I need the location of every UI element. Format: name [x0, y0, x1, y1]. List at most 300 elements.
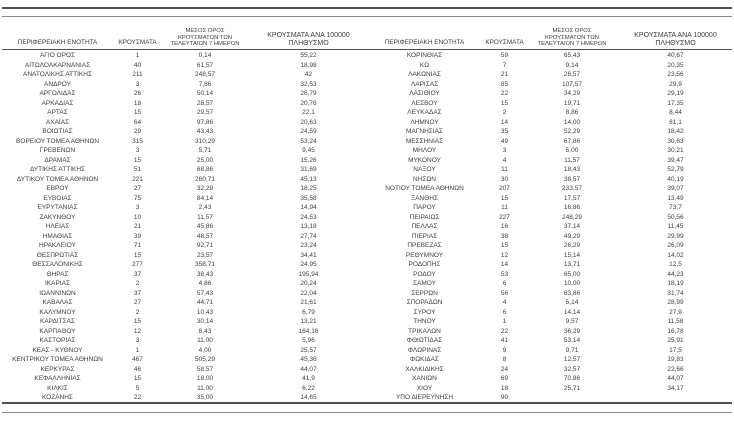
- region-name: ΚΑΡΠΑΘΟΥ: [39, 327, 76, 335]
- region-name: ΚΕΝΤΡΙΚΟΥ ΤΟΜΕΑ ΑΘΗΝΩΝ: [12, 356, 103, 363]
- region-name: ΣΑΜΟΥ: [413, 280, 436, 287]
- region-name: ΝΑΞΟΥ: [413, 166, 436, 173]
- avg7-value: 44,71: [196, 299, 214, 306]
- cases-value: 2: [502, 109, 507, 116]
- per100k-value: 44,07: [300, 365, 317, 373]
- region-name: ΕΒΡΟΥ: [46, 185, 69, 192]
- table-row: [0, 374, 367, 384]
- avg7-value: 67,86: [563, 137, 581, 145]
- avg7-value: 9,71: [565, 346, 579, 354]
- avg7-value: 28,57: [196, 99, 214, 107]
- cases-value: 71: [133, 242, 142, 249]
- region-name: ΦΘΙΩΤΙΔΑΣ: [406, 337, 443, 344]
- column-header-avg7: ΜΕΣΟΣ ΟΡΟΣ ΚΡΟΥΣΜΑΤΩΝ ΤΩΝ ΤΕΛΕΥΤΑΙΩΝ 7 ΗΜΕΡΩΝ: [170, 28, 240, 47]
- avg7-value: 43,43: [196, 128, 214, 135]
- per100k-value: 11,58: [667, 318, 684, 325]
- table-row: [367, 118, 734, 128]
- per100k-value: 30,63: [667, 137, 684, 145]
- cases-value: 22: [133, 394, 142, 401]
- region-name: ΣΥΡΟΥ: [413, 308, 436, 316]
- avg7-value: 57,43: [196, 289, 214, 297]
- per100k-value: 31,69: [300, 166, 317, 173]
- cases-value: 15: [133, 156, 142, 164]
- table-row: [367, 203, 734, 213]
- avg7-value: 52,29: [563, 128, 581, 135]
- region-name: ΚΕΑΣ - ΚΥΘΝΟΥ: [32, 346, 83, 354]
- avg7-value: 32,57: [563, 365, 581, 373]
- region-name: ΗΡΑΚΛΕΙΟΥ: [39, 242, 76, 249]
- cases-value: 15: [133, 251, 142, 259]
- region-name: ΙΩΑΝΝΙΝΩΝ: [39, 289, 76, 297]
- table-row: [0, 51, 367, 61]
- region-name: ΛΑΚΩΝΙΑΣ: [408, 71, 441, 78]
- cases-value: 22: [500, 90, 509, 97]
- region-name: ΕΥΡΥΤΑΝΙΑΣ: [37, 204, 78, 211]
- region-name: ΕΥΒΟΙΑΣ: [43, 194, 72, 202]
- cases-value: 15: [133, 375, 142, 382]
- avg7-value: 38,57: [563, 175, 581, 183]
- avg7-value: 8,86: [565, 109, 579, 116]
- per100k-value: 17,35: [667, 99, 684, 107]
- cases-value: 18: [133, 99, 142, 107]
- cases-value: 277: [132, 261, 143, 268]
- cases-value: 64: [133, 118, 142, 126]
- per100k-value: 29,9: [669, 80, 682, 88]
- cases-value: 24: [500, 365, 509, 373]
- cases-value: 22: [500, 327, 509, 335]
- cases-value: 27: [133, 299, 142, 306]
- per100k-value: 23,56: [667, 71, 684, 78]
- cases-value: 3: [135, 204, 140, 211]
- region-name: ΡΟΔΟΠΗΣ: [408, 261, 441, 268]
- region-name: ΘΗΡΑΣ: [46, 270, 69, 278]
- avg7-value: 18,43: [563, 166, 581, 173]
- avg7-value: 233,57: [562, 185, 582, 192]
- table-row: [367, 146, 734, 156]
- avg7-value: 92,71: [196, 242, 214, 249]
- table-row: [367, 127, 734, 137]
- per100k-value: 5,96: [302, 337, 315, 344]
- avg7-value: 16,86: [563, 204, 581, 211]
- per100k-value: 18,42: [667, 128, 684, 135]
- per100k-value: 34,41: [300, 251, 317, 259]
- column-header-avg7: ΜΕΣΟΣ ΟΡΟΣ ΚΡΟΥΣΜΑΤΩΝ ΤΩΝ ΤΕΛΕΥΤΑΙΩΝ 7 ΗΜΕΡΩΝ: [537, 28, 607, 47]
- table-row: [0, 137, 367, 147]
- table-row: [0, 61, 367, 71]
- table-row: [0, 127, 367, 137]
- table-row: [367, 194, 734, 204]
- region-name: ΝΟΤΙΟΥ ΤΟΜΕΑ ΑΘΗΝΩΝ: [385, 185, 464, 192]
- table-row: [367, 308, 734, 318]
- cases-value: 9: [502, 346, 507, 354]
- cases-value: 26: [133, 90, 142, 97]
- table-row: [0, 70, 367, 80]
- per100k-value: 39,47: [667, 156, 684, 164]
- table-row: [367, 241, 734, 251]
- table-row: [367, 137, 734, 147]
- cases-value: 6: [502, 280, 507, 287]
- avg7-value: 58,57: [196, 365, 214, 373]
- cases-value: 4: [502, 156, 507, 164]
- avg7-value: 26,57: [563, 71, 581, 78]
- avg7-value: 248,29: [562, 213, 582, 221]
- per100k-value: 41,9: [302, 375, 315, 382]
- region-name: ΛΑΣΙΘΙΟΥ: [409, 90, 440, 97]
- region-name: ΙΚΑΡΙΑΣ: [45, 280, 70, 287]
- top-rule-thick: [2, 7, 732, 9]
- table-row: [0, 108, 367, 118]
- avg7-value: 45,86: [196, 223, 214, 230]
- avg7-value: 61,57: [196, 61, 214, 69]
- table-row: [367, 365, 734, 375]
- per100k-value: 53,24: [300, 137, 317, 145]
- cases-value: 11: [501, 166, 508, 173]
- per100k-value: 24,95: [300, 261, 317, 268]
- cases-value: 227: [499, 213, 510, 221]
- avg7-value: 30,14: [196, 318, 214, 325]
- cases-value: 29: [133, 128, 142, 135]
- per100k-value: 31,74: [667, 289, 684, 297]
- region-name: ΗΜΑΘΙΑΣ: [42, 232, 73, 240]
- region-name: ΚΑΛΥΜΝΟΥ: [39, 308, 76, 316]
- avg7-value: 19,71: [563, 99, 581, 107]
- region-name: ΡΟΔΟΥ: [413, 270, 436, 278]
- table-row: [0, 241, 367, 251]
- per100k-value: 17,5: [669, 346, 682, 354]
- table-body-right: [367, 49, 734, 403]
- table-row: [0, 365, 367, 375]
- region-name: ΚΕΦΑΛΛΗΝΙΑΣ: [34, 375, 81, 382]
- table-row: [367, 260, 734, 270]
- cases-value: 2: [135, 280, 140, 287]
- avg7-value: 18,00: [196, 375, 214, 382]
- cases-value: 8: [502, 356, 507, 363]
- region-name: ΑΧΑΪΑΣ: [45, 118, 70, 126]
- table-row: [367, 108, 734, 118]
- region-name: ΗΛΕΙΑΣ: [45, 223, 70, 230]
- per100k-value: 195,94: [298, 270, 319, 278]
- cases-value: 3: [502, 147, 507, 154]
- cases-value: 69: [500, 375, 509, 382]
- table-row: [0, 194, 367, 204]
- region-name: ΑΡΓΟΛΙΔΑΣ: [39, 90, 76, 97]
- region-name: ΚΙΛΚΙΣ: [47, 384, 68, 392]
- per100k-value: 20,24: [300, 280, 317, 287]
- avg7-value: 29,57: [196, 109, 214, 116]
- column-header-cases: ΚΡΟΥΣΜΑΤΑ: [118, 39, 157, 47]
- avg7-value: 5,14: [565, 299, 579, 306]
- avg7-value: 38,43: [196, 270, 214, 278]
- avg7-value: 14,14: [563, 308, 581, 316]
- cases-value: 467: [132, 356, 143, 363]
- cases-value: 1: [135, 346, 140, 354]
- avg7-value: 36,29: [563, 327, 581, 335]
- avg7-value: 37,14: [563, 223, 581, 230]
- table-body-left: [0, 49, 367, 403]
- region-name: ΧΑΛΚΙΔΙΚΗΣ: [405, 365, 444, 373]
- region-name: ΣΠΟΡΑΔΩΝ: [406, 299, 443, 306]
- per100k-value: 14,02: [667, 251, 684, 259]
- region-name: ΚΟΡΙΝΘΙΑΣ: [406, 52, 443, 59]
- cases-value: 21: [500, 71, 509, 78]
- region-name: ΚΩ: [419, 61, 430, 69]
- table-row: [0, 317, 367, 327]
- cases-value: 21: [133, 223, 142, 230]
- column-header-region: ΠΕΡΙΦΕΡΕΙΑΚΗ ΕΝΟΤΗΤΑ: [384, 39, 465, 47]
- cases-value: 15: [133, 109, 142, 116]
- avg7-value: 10,00: [563, 280, 581, 287]
- region-name: ΑΝΑΤΟΛΙΚΗΣ ΑΤΤΙΚΗΣ: [23, 71, 92, 78]
- table-row: [367, 213, 734, 223]
- avg7-value: 68,86: [196, 166, 214, 173]
- table-row: [367, 61, 734, 71]
- avg7-value: 49,29: [563, 232, 581, 240]
- per100k-value: 45,36: [300, 356, 317, 363]
- region-name: ΒΟΡΕΙΟΥ ΤΟΜΕΑ ΑΘΗΝΩΝ: [16, 137, 99, 145]
- per100k-value: 32,53: [300, 80, 317, 88]
- table-row: [367, 384, 734, 394]
- avg7-value: 32,29: [196, 185, 214, 192]
- cases-value: 30: [500, 175, 509, 183]
- avg7-value: 9,14: [565, 61, 579, 69]
- per100k-value: 44,07: [667, 375, 684, 382]
- region-name: ΑΡΤΑΣ: [47, 109, 68, 116]
- per100k-value: 8,44: [669, 109, 682, 116]
- per100k-value: 12,5: [669, 261, 682, 268]
- cases-value: 15: [500, 242, 509, 249]
- avg7-value: 9,57: [565, 318, 579, 325]
- per100k-value: 6,79: [302, 308, 315, 316]
- avg7-value: 26,29: [563, 242, 581, 249]
- cases-value: 85: [500, 80, 509, 88]
- column-header-cases: ΚΡΟΥΣΜΑΤΑ: [485, 39, 524, 47]
- region-name: ΒΟΙΩΤΙΑΣ: [42, 128, 73, 135]
- table-row: [0, 89, 367, 99]
- avg7-value: 14,00: [563, 118, 581, 126]
- column-header-region: ΠΕΡΙΦΕΡΕΙΑΚΗ ΕΝΟΤΗΤΑ: [17, 39, 98, 47]
- table-row: [367, 89, 734, 99]
- per100k-value: 6,22: [302, 384, 315, 392]
- avg7-value: 107,57: [562, 80, 582, 88]
- avg7-value: 35,00: [196, 394, 214, 401]
- cases-value: 39: [133, 232, 142, 240]
- avg7-value: 248,57: [195, 71, 215, 78]
- table-row: [367, 374, 734, 384]
- table-row: [0, 384, 367, 394]
- cases-value: 11: [501, 204, 508, 211]
- table-row: [0, 213, 367, 223]
- per100k-value: 22,66: [667, 365, 684, 373]
- cases-value: 211: [132, 71, 143, 78]
- table-row: [367, 298, 734, 308]
- cases-value: 2: [135, 308, 140, 316]
- table-row: [0, 232, 367, 242]
- region-name: ΡΕΘΥΜΝΟΥ: [405, 251, 444, 259]
- cases-value: 51: [133, 166, 142, 173]
- per100k-value: 50,56: [667, 213, 684, 221]
- avg7-value: 358,71: [195, 261, 215, 268]
- table-row: [367, 336, 734, 346]
- table-row: [367, 327, 734, 337]
- cases-value: 10: [133, 213, 142, 221]
- avg7-value: 11,00: [197, 384, 213, 392]
- per100k-value: 16,78: [667, 327, 684, 335]
- avg7-value: 13,71: [563, 261, 581, 268]
- region-name: ΜΕΣΣΗΝΙΑΣ: [405, 137, 444, 145]
- avg7-value: 50,14: [196, 90, 214, 97]
- region-name: ΓΡΕΒΕΝΩΝ: [39, 147, 76, 154]
- per100k-value: 15,26: [300, 156, 317, 164]
- region-name: ΛΗΜΝΟΥ: [410, 118, 439, 126]
- avg7-value: 70,86: [563, 375, 581, 382]
- cases-value: 5: [135, 384, 140, 392]
- region-name: ΝΗΣΩΝ: [413, 175, 436, 183]
- cases-value: 3: [135, 80, 140, 88]
- region-name: ΚΕΡΚΥΡΑΣ: [40, 365, 75, 373]
- region-name: ΑΙΤΩΛΟΑΚΑΡΝΑΝΙΑΣ: [24, 61, 91, 69]
- region-name: ΑΡΚΑΔΙΑΣ: [41, 99, 74, 107]
- cases-value: 35: [500, 128, 509, 135]
- avg7-value: 23,57: [196, 251, 214, 259]
- per100k-value: 28,99: [667, 299, 684, 306]
- bottom-rule-thick: [2, 402, 732, 404]
- regional-table-right: [367, 26, 734, 403]
- cases-value: 3: [135, 147, 140, 154]
- avg7-value: 310,29: [195, 137, 215, 145]
- region-name: ΧΑΝΙΩΝ: [412, 375, 437, 382]
- per100k-value: 40,67: [667, 52, 684, 59]
- region-name: ΠΙΕΡΙΑΣ: [411, 232, 438, 240]
- region-name: ΜΗΛΟΥ: [412, 147, 437, 154]
- cases-value: 53: [500, 270, 509, 278]
- per100k-value: 29,99: [667, 232, 684, 240]
- table-row: [0, 298, 367, 308]
- per100k-value: 13,49: [667, 194, 684, 202]
- per100k-value: 18,19: [667, 280, 684, 287]
- region-name: ΔΥΤΙΚΗΣ ΑΤΤΙΚΗΣ: [29, 166, 86, 173]
- table-row: [0, 279, 367, 289]
- table-row: [0, 165, 367, 175]
- region-name: ΜΑΓΝΗΣΙΑΣ: [406, 128, 443, 135]
- per100k-value: 73,7: [669, 204, 682, 211]
- region-name: ΤΡΙΚΑΛΩΝ: [408, 327, 441, 335]
- avg7-value: 5,00: [565, 147, 579, 154]
- avg7-value: 4,00: [198, 346, 212, 354]
- column-header-per100k: ΚΡΟΥΣΜΑΤΑ ΑΝΑ 100000 ΠΛΗΘΥΣΜΟ: [634, 32, 717, 47]
- avg7-value: 4,86: [198, 280, 212, 287]
- table-row: [367, 222, 734, 232]
- cases-value: 46: [133, 365, 142, 373]
- table-row: [0, 118, 367, 128]
- per100k-value: 44,23: [667, 270, 684, 278]
- per100k-value: 18,25: [300, 185, 317, 192]
- avg7-value: 63,86: [563, 289, 581, 297]
- cases-value: 12: [500, 251, 509, 259]
- per100k-value: 34,17: [667, 384, 684, 392]
- cases-value: 41: [500, 337, 509, 344]
- cases-value: 75: [133, 194, 142, 202]
- per100k-value: 45,13: [300, 175, 317, 183]
- per100k-value: 52,79: [667, 166, 684, 173]
- per100k-value: 35,58: [300, 194, 317, 202]
- region-name: ΘΕΣΣΑΛΟΝΙΚΗΣ: [32, 261, 83, 268]
- region-name: ΞΑΝΘΗΣ: [410, 194, 439, 202]
- table-row: [367, 99, 734, 109]
- table-row: [367, 165, 734, 175]
- region-name: ΘΕΣΠΡΩΤΙΑΣ: [36, 251, 79, 259]
- cases-value: 12: [133, 327, 142, 335]
- avg7-value: 505,29: [195, 356, 215, 363]
- per100k-value: 25,57: [300, 346, 317, 354]
- table-row: [0, 289, 367, 299]
- per100k-value: 25,91: [667, 337, 684, 344]
- table-row: [367, 51, 734, 61]
- cases-value: 37: [133, 289, 142, 297]
- region-name: ΑΓΙΟ ΟΡΟΣ: [39, 52, 76, 59]
- per100k-value: 29,19: [667, 90, 684, 97]
- region-name: ΦΛΩΡΙΝΑΣ: [407, 346, 442, 354]
- per100k-value: 24,53: [300, 213, 317, 221]
- avg7-value: 84,14: [196, 194, 214, 202]
- table-row: [367, 317, 734, 327]
- region-name: ΠΕΙΡΑΙΩΣ: [409, 213, 440, 221]
- regional-tables: [0, 26, 734, 403]
- top-rule-thin: [2, 16, 732, 17]
- per100k-value: 27,9: [669, 308, 682, 316]
- region-name: ΚΑΒΑΛΑΣ: [42, 299, 73, 306]
- table-row: [0, 222, 367, 232]
- avg7-value: 11,00: [197, 337, 213, 344]
- cases-value: 15: [133, 318, 142, 325]
- cases-value: 40: [133, 61, 142, 69]
- cases-value: 1: [502, 318, 507, 325]
- avg7-value: 25,00: [196, 156, 214, 164]
- avg7-value: 11,57: [564, 156, 580, 164]
- avg7-value: 11,57: [197, 213, 213, 221]
- cases-value: 315: [132, 137, 143, 145]
- per100k-value: 19,83: [667, 356, 684, 363]
- region-name: ΠΑΡΟΥ: [413, 204, 436, 211]
- avg7-value: 8,43: [198, 327, 212, 335]
- table-row: [0, 80, 367, 90]
- per100k-value: 164,16: [298, 327, 319, 335]
- table-row: [367, 251, 734, 261]
- table-header-row: [0, 26, 367, 49]
- table-row: [367, 175, 734, 185]
- avg7-value: 48,57: [196, 232, 214, 240]
- table-row: [0, 99, 367, 109]
- region-name: ΜΥΚΟΝΟΥ: [408, 156, 441, 164]
- per100k-value: 20,35: [667, 61, 684, 69]
- table-row: [367, 289, 734, 299]
- cases-value: 18: [500, 384, 509, 392]
- per100k-value: 81,1: [669, 118, 682, 126]
- table-row: [0, 260, 367, 270]
- per100k-value: 20,63: [300, 118, 317, 126]
- region-name: ΦΩΚΙΔΑΣ: [410, 356, 439, 363]
- cases-value: 1: [135, 52, 140, 59]
- region-name: ΥΠΟ ΔΙΕΡΕΥΝΗΣΗ: [395, 394, 454, 401]
- cases-value: 56: [500, 289, 509, 297]
- avg7-value: 17,57: [563, 194, 581, 202]
- table-row: [367, 346, 734, 356]
- cases-value: 49: [500, 137, 509, 145]
- per100k-value: 13,18: [300, 223, 317, 230]
- avg7-value: 260,71: [195, 175, 215, 183]
- avg7-value: 65,43: [563, 52, 581, 59]
- region-name: ΛΑΡΙΣΑΣ: [410, 80, 439, 88]
- per100k-value: 40,19: [667, 175, 684, 183]
